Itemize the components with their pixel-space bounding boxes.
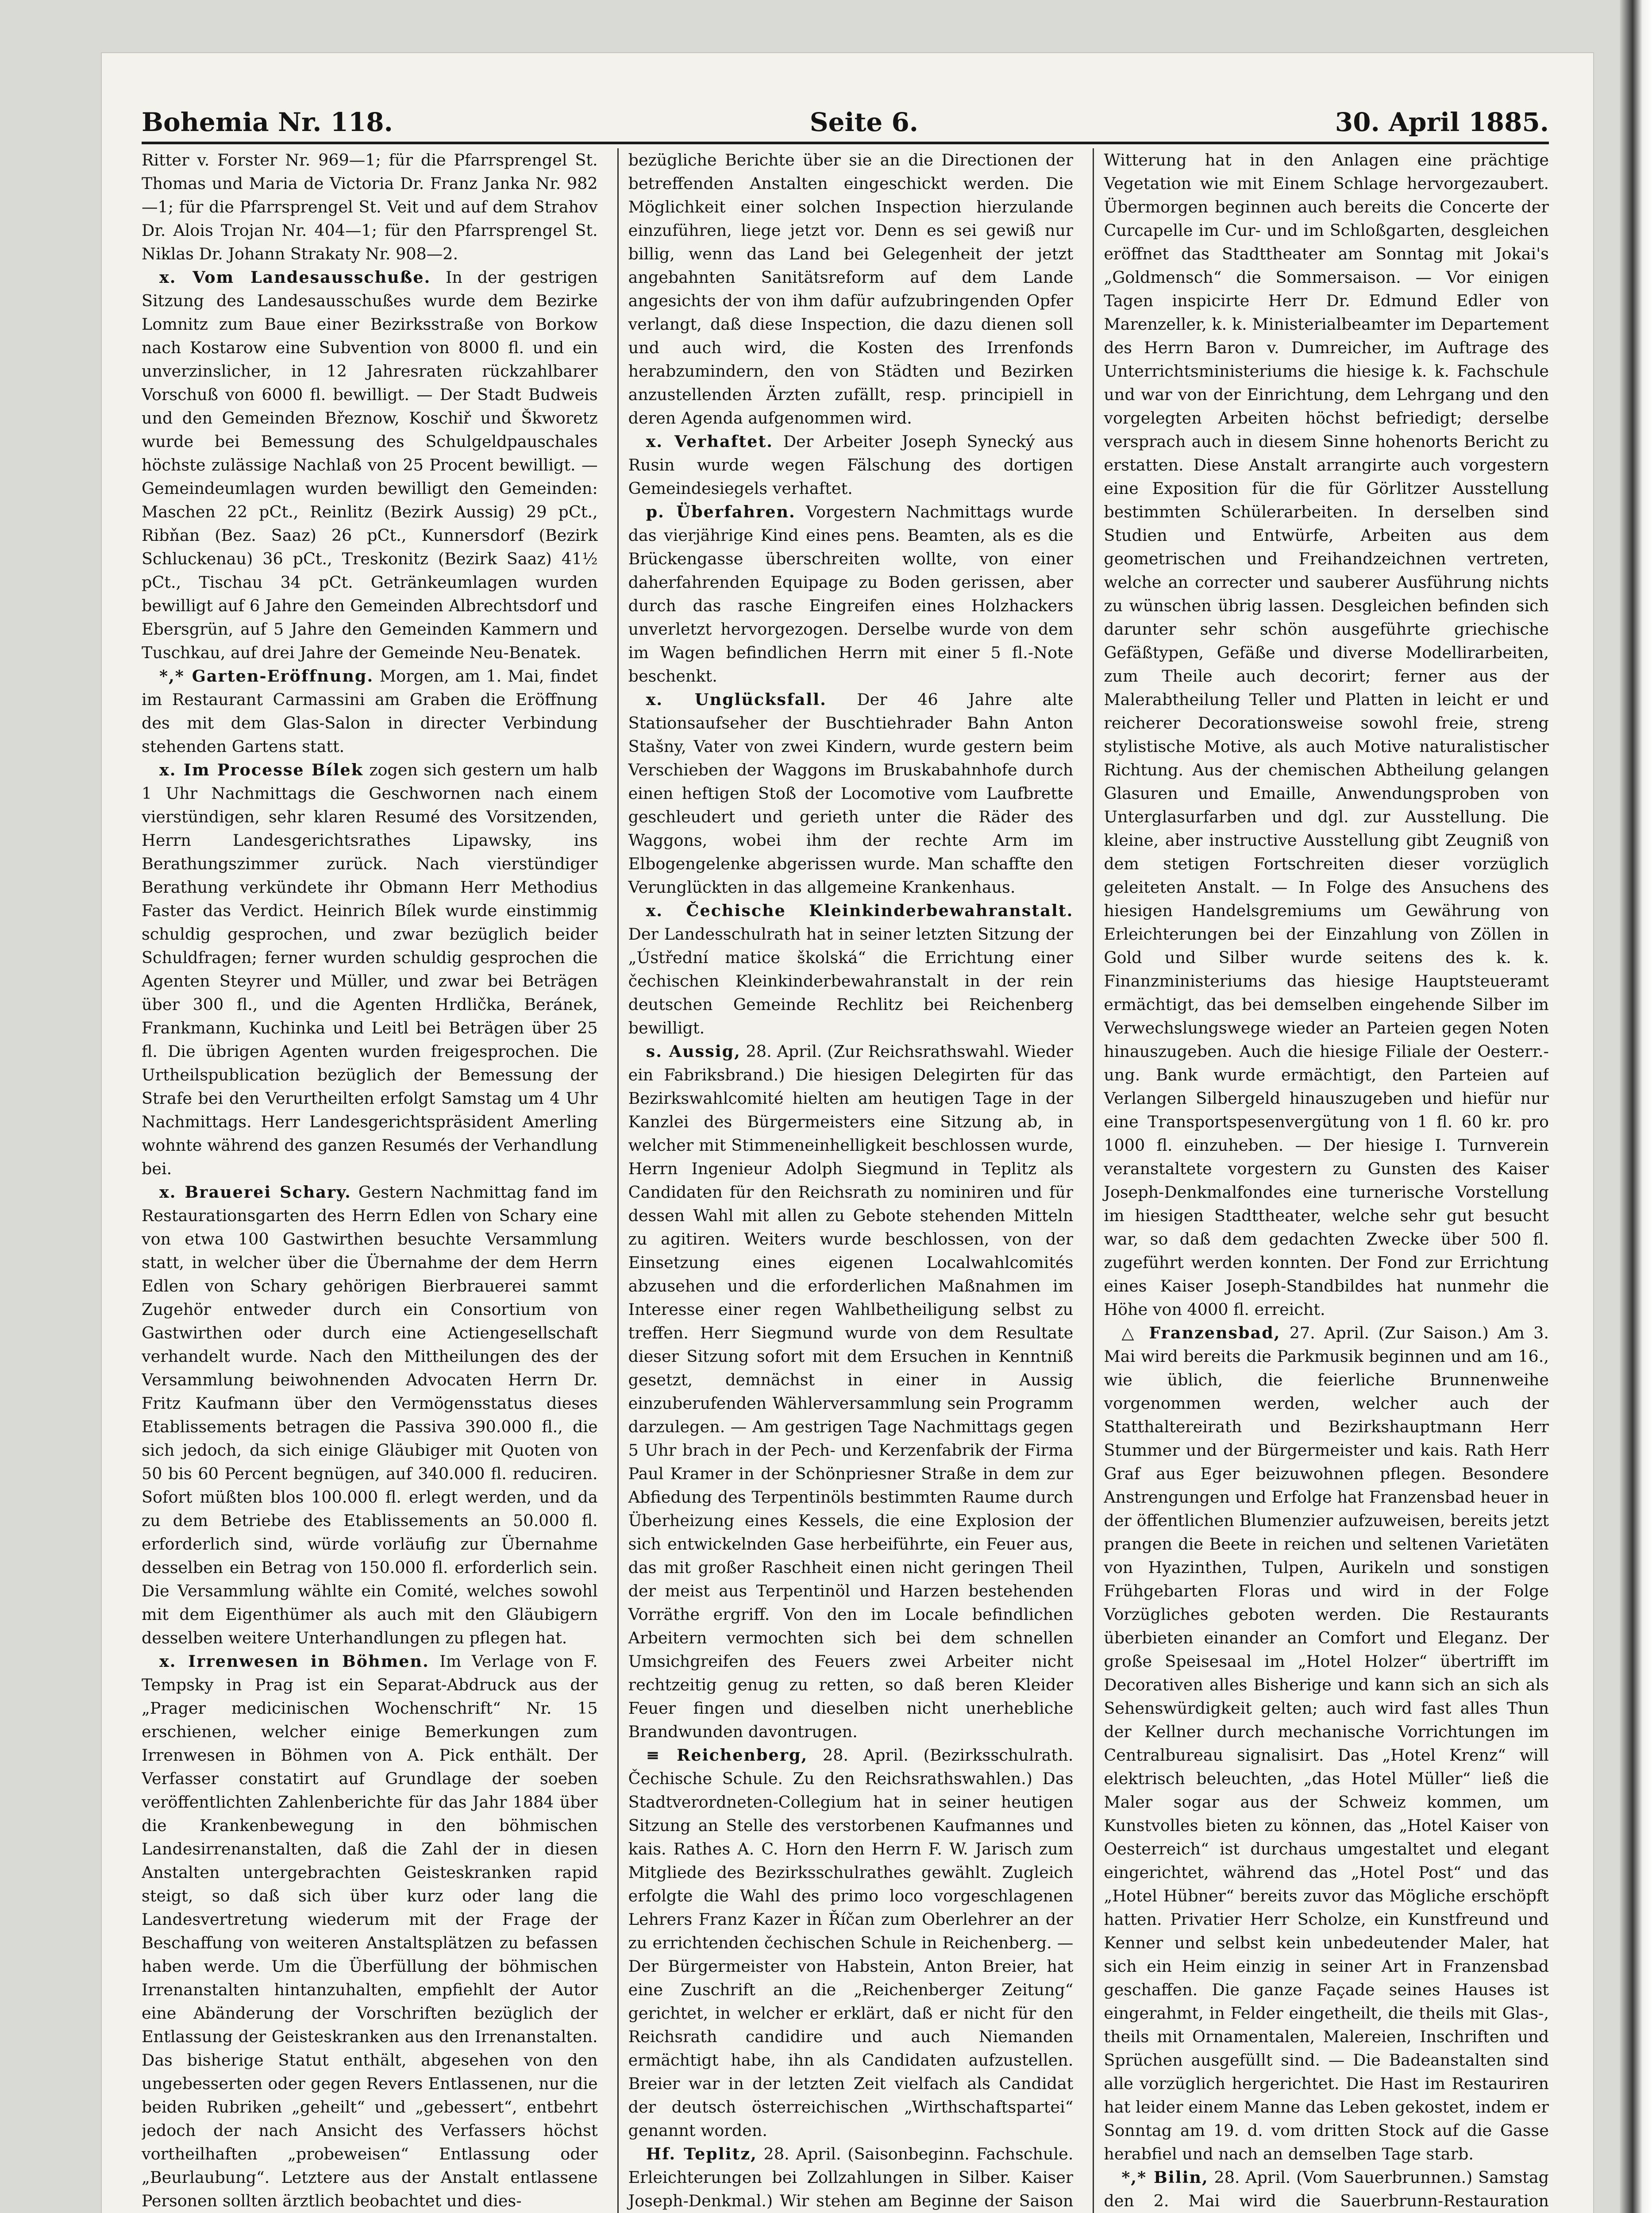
- column-3: [1093, 148, 1549, 2213]
- page-header: [142, 84, 1549, 144]
- article-paragraph: [628, 688, 1074, 899]
- column-1: [142, 148, 598, 2213]
- article-paragraph: [142, 758, 598, 1180]
- scan-edge: [1620, 0, 1652, 2213]
- article-text: 28. April. (Zur Reichsrathswahl. Wieder ein Fabriksbrand.) Die hiesigen Delegirten für das Bezirkswahlcomité hielten am heutigen Tage in der Kanzlei des Bürgermeisters eine Sitzung ab, in welcher mit Stimmeneinhelligkeit beschlossen wurde, Herrn Ingenieur Adolph Siegmund in Teplitz als Candidaten für den Reichsrath zu nominiren und für dessen Wahl mit allen zu Gebote stehenden Mitteln zu agitiren. Weiters wurde beschlossen, von der Einsetzung eines eigenen Localwahlcomités abzusehen und die erforderlichen Maßnahmen im Interesse einer regen Wahlbetheiligung selbst zu treffen. Herr Siegmund wurde von dem Resultate dieser Sitzung sofort mit dem Ersuchen in Kenntniß gesetzt, demnächst in einer in Aussig einzuberufenden Wählerversammlung sein Programm darzulegen. — Am gestrigen Tage Nachmittags gegen 5 Uhr brach in der Pech- und Kerzenfabrik der Firma Paul Kramer in der Schönpriesner Straße in dem zur Abfiedung des Terpentinöls bestimmten Raume durch Überheizung eines Kessels, die eine Explosion der sich entwickelnden Gase herbeiführte, ein Feuer aus, das mit großer Raschheit einen nicht geringen Theil der meist aus Terpentinöl und Harzen bestehenden Vorräthe ergriff. Von den im Locale befindlichen Arbeitern vermochten sich bei dem schnellen Umsichgreifen des Feuers zwei Arbeiter nicht rechtzeitig genug zu retten, so daß beren Kleider Feuer fingen und dieselben nicht unerhebliche Brandwunden davontrugen.: [628, 1042, 1074, 1741]
- page-number: Seite 6.: [809, 107, 919, 137]
- article-paragraph: [142, 148, 598, 266]
- article-paragraph: [628, 1040, 1074, 1743]
- article-text: zogen sich gestern um halb 1 Uhr Nachmittags die Geschwornen nach einem vierstündigen, sehr klaren Resumé des Vorsitzenden, Herrn Landesgerichtsrathes Lipawsky, ins Berathungszimmer zurück. Nach vierstündiger Berathung verkündete ihr Obmann Herr Methodius Faster das Verdict. Heinrich Bílek wurde einstimmig schuldig gesprochen, und zwar bezüglich beider Schuldfragen; ferner wurden schuldig gesprochen die Agenten Steyrer und Müller, und zwar bei Beträgen über 300 fl., und die Agenten Hrdlička, Beránek, Frankmann, Kuchinka und Leitl bei Beträgen über 25 fl. Die übrigen Agenten wurden freigesprochen. Die Urtheilspublication bezüglich der Bemessung der Strafe bei den Verurtheilten erfolgt Samstag um 4 Uhr Nachmittags. Herr Landesgerichtspräsident Amerling wohnte während des ganzen Resumés der Verhandlung bei.: [142, 760, 598, 1178]
- article-heading: x. Irrenwesen in Böhmen.: [159, 1652, 429, 1671]
- article-heading: x. Brauerei Schary.: [159, 1183, 351, 1202]
- article-heading: x. Unglücksfall.: [646, 690, 827, 709]
- article-heading: s. Aussig,: [646, 1042, 741, 1061]
- article-heading: x. Im Processe Bílek: [159, 760, 364, 779]
- article-heading: p. Überfahren.: [646, 502, 796, 521]
- article-text: Morgen, am 1. Mai, findet im Restaurant Carmassini am Graben die Eröffnung des mit dem Glas-Salon in directer Verbindung stehenden Gartens statt.: [142, 667, 598, 756]
- issue-label: Bohemia Nr. 118.: [142, 107, 393, 137]
- article-text: 28. April. (Vom Sauerbrunnen.) Samstag den 2. Mai wird die Sauerbrunn-Restauration: [1104, 2168, 1549, 2210]
- article-text: Witterung hat in den Anlagen eine prächtige Vegetation wie mit Einem Schlage hervorgezaubert. Übermorgen beginnen auch bereits die Concerte der Curcapelle im Cur- und im Schloßgarten, desgleichen eröffnet das Stadttheater am Sonntag mit Jokai's „Goldmensch“ die Sommersaison. — Vor einigen Tagen inspicirte Herr Dr. Edmund Edler von Marenzeller, k. k. Ministerialbeamter im Departement des Herrn Baron v. Dumreicher, im Auftrage des Unterrichtsministeriums die hiesige k. k. Fachschule und war von der Einrichtung, dem Lehrgang und den vorgelegten Arbeiten höchst befriedigt; derselbe versprach auch in diesem Sinne hohenorts Bericht zu erstatten. Diese Anstalt arrangirte auch vorgestern eine Exposition für die für Görlitzer Ausstellung bestimmten Schülerarbeiten. In derselben sind Studien und Entwürfe, Arbeiten aus dem geometrischen und Freihandzeichnen vertreten, welche an correcter und sauberer Ausführung nichts zu wünschen übrig lassen. Desgleichen befinden sich darunter sehr schön ausgeführte griechische Gefäßtypen, Gefäße und diverse Modellirarbeiten, zum Theile auch decorirt; ferner aus der Malerabtheilung Teller und Platten in leicht er und reicherer Decorationsweise sowohl freie, streng stylistische Motive, als auch Motive naturalistischer Richtung. Aus der chemischen Abtheilung gelangen Glasuren und Emaille, Anwendungsproben von Unterglasurfarben und dgl. zur Ausstellung. Die kleine, aber instructive Ausstellung gibt Zeugniß von dem stetigen Fortschreiten dieser vorzüglich geleiteten Anstalt. — In Folge des Ansuchens des hiesigen Handelsgremiums um Gewährung von Erleichterungen bei der Einzahlung von Zöllen in Gold und Silber wurde seitens des k. k. Finanzministeriums das hiesige Hauptsteueramt ermächtigt, das bei demselben eingehende Silber im Verwechslungswege wieder an Parteien gegen Noten hinauszugeben. Auch die hiesige Filiale der Oesterr.-ung. Bank wurde ermächtigt, den Parteien auf Verlangen Silbergeld hinauszugeben und hiefür nur eine Transportspesenvergütung von 1 fl. 60 kr. pro 1000 fl. einzuheben. — Der hiesige I. Turnverein veranstaltete vorgestern zu Gunsten des Kaiser Joseph-Denkmalfondes eine turnerische Vorstellung im hiesigen Stadttheater, welche sehr gut besucht war, so daß dem gedachten Zwecke über 500 fl. zugeführt werden konnten. Der Fond zur Errichtung eines Kaiser Joseph-Standbildes hat nunmehr die Höhe von 4000 fl. erreicht.: [1104, 150, 1549, 1319]
- article-heading: x. Vom Landesausschuße.: [159, 268, 431, 287]
- article-paragraph: [628, 1743, 1074, 2142]
- article-text: Vorgestern Nachmittags wurde das vierjährige Kind eines pens. Beamten, als es die Brückengasse überschreiten wollte, von einer daherfahrenden Equipage zu Boden gerissen, aber durch das rasche Eingreifen eines Holzhackers unverletzt hervorgezogen. Derselbe wurde von dem im Wagen befindlichen Herrn mit einer 5 fl.-Note beschenkt.: [628, 502, 1074, 686]
- article-text: Ritter v. Forster Nr. 969—1; für die Pfarrsprengel St. Thomas und Maria de Victoria Dr. Franz Janka Nr. 982—1; für die Pfarrsprengel St. Veit und auf dem Strahov Dr. Alois Trojan Nr. 404—1; für den Pfarrsprengel St. Niklas Dr. Johann Strakaty Nr. 908—2.: [142, 150, 598, 263]
- article-text: 28. April. (Bezirksschulrath. Čechische Schule. Zu den Reichsrathswahlen.) Das Stadtverordneten-Collegium hat in seiner heutigen Sitzung an Stelle des verstorbenen Kaufmannes und kais. Rathes A. C. Horn den Herrn F. W. Jarisch zum Mitgliede des Bezirksschulrathes gewählt. Zugleich erfolgte die Wahl des primo loco vorgeschlagenen Lehrers Franz Kazer in Říčan zum Oberlehrer an der zu errichtenden čechischen Schule in Reichenberg. — Der Bürgermeister von Habstein, Anton Breier, hat eine Zuschrift an die „Reichenberger Zeitung“ gerichtet, in welcher er erklärt, daß er nicht für den Reichsrath candidire und auch Niemanden ermächtigt habe, ihn als Candidaten aufzustellen. Breier war in der letzten Zeit vielfach als Candidat der deutsch österreichischen „Wirthschaftspartei“ genannt worden.: [628, 1746, 1074, 2140]
- newspaper-page: [102, 53, 1593, 2213]
- column-2: [617, 148, 1074, 2213]
- article-text: Der Arbeiter Joseph Synecký aus Rusin wurde wegen Fälschung des dortigen Gemeindesiegels verhaftet.: [628, 432, 1074, 498]
- article-paragraph: [142, 266, 598, 664]
- article-text: 28. April. (Saisonbeginn. Fachschule. Erleichterungen bei Zollzahlungen in Silber. Kaiser Joseph-Denkmal.) Wir stehen am Beginne der Saison: [628, 2144, 1074, 2210]
- article-heading: Hf. Teplitz,: [646, 2144, 757, 2163]
- article-heading: *,* Bilin,: [1121, 2168, 1209, 2187]
- issue-date: 30. April 1885.: [1335, 107, 1549, 137]
- article-paragraph: [142, 1650, 598, 2213]
- article-paragraph: [1104, 1321, 1549, 2166]
- article-text: Im Verlage von F. Tempsky in Prag ist ein Separat-Abdruck aus der „Prager medicinischen Wochenschrift“ Nr. 15 erschienen, welcher einige Bemerkungen zum Irrenwesen in Böhmen von A. Pick enthält. Der Verfasser constatirt auf Grundlage der soeben veröffentlichten Zahlenberichte für das Jahr 1884 über die Krankenbewegung in den böhmischen Landesirrenanstalten, daß die Zahl der in diesen Anstalten untergebrachten Geisteskranken rapid steigt, so daß sich über kurz oder lang die Landesvertretung wiederum mit der Frage der Beschaffung von weiteren Anstaltsplätzen zu befassen haben werde. Um die Überfüllung der böhmischen Irrenanstalten hintanzuhalten, empfiehlt der Autor eine Abänderung der Vorschriften bezüglich der Entlassung der Geisteskranken aus den Irrenanstalten. Das bisherige Statut enthält, abgesehen von den ungebesserten oder gegen Revers Entlassenen, nur die beiden Rubriken „geheilt“ und „gebessert“, entbehrt jedoch der nach Ansicht des Verfassers höchst vortheilhaften „probeweisen“ Entlassung oder „Beurlaubung“. Letztere aus der Anstalt entlassene Personen sollten ärztlich beobachtet und dies-: [142, 1652, 598, 2210]
- article-paragraph: [628, 2142, 1074, 2213]
- article-paragraph: [628, 148, 1074, 430]
- article-paragraph: [1104, 148, 1549, 1321]
- article-paragraph: [628, 430, 1074, 500]
- article-heading: *,* Garten-Eröffnung.: [159, 667, 374, 686]
- article-paragraph: [142, 1180, 598, 1650]
- article-heading: x. Verhaftet.: [646, 432, 774, 451]
- article-paragraph: [142, 664, 598, 758]
- article-paragraph: [628, 500, 1074, 688]
- article-text: Der 46 Jahre alte Stationsaufseher der Buschtiehrader Bahn Anton Stašny, Vater von zwei Kindern, wurde gestern beim Verschieben der Waggons im Bruskabahnhofe durch einen heftigen Stoß der Locomotive vom Laufbrette geschleudert und gerieth unter die Räder des Waggons, wobei ihm der rechte Arm im Elbogengelenke abgerissen wurde. Man schaffte den Verunglückten in das allgemeine Krankenhaus.: [628, 690, 1074, 897]
- article-paragraph: [1104, 2166, 1549, 2213]
- article-heading: ≡ Reichenberg,: [646, 1746, 808, 1765]
- article-text: Gestern Nachmittag fand im Restaurationsgarten des Herrn Edlen von Schary eine von etwa 100 Gastwirthen besuchte Versammlung statt, in welcher über die Übernahme der dem Herrn Edlen von Schary gehörigen Bierbrauerei sammt Zugehör entweder durch ein Consortium von Gastwirthen oder durch eine Actiengesellschaft verhandelt wurde. Nach den Mittheilungen des der Versammlung beiwohnenden Advocaten Herrn Dr. Fritz Kaufmann über den Vermögensstatus dieses Etablissements betragen die Passiva 390.000 fl., die sich jedoch, da sich einige Gläubiger mit Quoten von 50 bis 60 Percent begnügen, auf 340.000 fl. reduciren. Sofort müßten blos 100.000 fl. erlegt werden, und da zu dem Betriebe des Etablissements an 50.000 fl. erforderlich sind, würde vorläufig zur Übernahme desselben ein Betrag von 150.000 fl. erforderlich sein. Die Versammlung wählte ein Comité, welches sowohl mit dem Eigenthümer als auch mit den Gläubigern desselben weitere Unterhandlungen zu pflegen hat.: [142, 1183, 598, 1647]
- article-text: 27. April. (Zur Saison.) Am 3. Mai wird bereits die Parkmusik beginnen und am 16., wie üblich, die feierliche Brunnenweihe vorgenommen werden, welcher auch der Statthaltereirath und Bezirkshauptmann Herr Stummer und der Bürgermeister und kais. Rath Herr Graf aus Eger beizuwohnen pflegen. Besondere Anstrengungen und Erfolge hat Franzensbad heuer in der öffentlichen Blumenzier aufzuweisen, bereits jetzt prangen die Beete in reichen und seltenen Varietäten von Hyazinthen, Tulpen, Aurikeln und sonstigen Frühgebarten Floras und wird in der Folge Vorzügliches geboten werden. Die Restaurants überbieten einander an Comfort und Eleganz. Der große Speisesaal im „Hotel Holzer“ übertrifft im Decorativen alles Bisherige und kann sich an sich als Sehenswürdigkeit gelten; auch wird fast alles Thun der Kellner durch mechanische Vorrichtungen im Centralbureau signalisirt. Das „Hotel Krenz“ will elektrisch beleuchten, „das Hotel Müller“ ließ die Maler sogar aus der Schweiz kommen, um Kunstvolles bieten zu können, das „Hotel Kaiser von Oesterreich“ ist durchaus umgestaltet und elegant eingerichtet, während das „Hotel Post“ und das „Hotel Hübner“ bereits zuvor das Mögliche erschöpft hatten. Privatier Herr Scholze, ein Kunstfreund und Kenner und selbst kein unbedeutender Maler, hat sich ein Heim einzig in seiner Art in Franzensbad geschaffen. Die ganze Façade seines Hauses ist eingerahmt, in Felder eingetheilt, die theils mit Glas-, theils mit Ornamentalen, Malereien, Inschriften und Sprüchen ausgefüllt sind. — Die Badeanstalten sind alle vorzüglich hergerichtet. Die Hast im Restauriren hat leider einem Manne das Leben gekostet, indem er Sonntag am 19. d. vom dritten Stock auf die Gasse herabfiel und nach an demselben Tage starb.: [1104, 1323, 1549, 2163]
- article-heading: △ Franzensbad,: [1121, 1323, 1281, 1342]
- article-paragraph: [628, 899, 1074, 1040]
- article-text: In der gestrigen Sitzung des Landesausschußes wurde dem Bezirke Lomnitz zum Baue einer Bezirksstraße von Borkow nach Kostarow eine Subvention von 8000 fl. und ein unverzinslicher, in 12 Jahresraten rückzahlbarer Vorschuß von 6000 fl. bewilligt. — Der Stadt Budweis und den Gemeinden Březnow, Koschiř und Škworetz wurde bei Bemessung des Schulgeldpauschales höchste zulässige Nachlaß von 25 Procent bewilligt. — Gemeindeumlagen wurden bewilligt den Gemeinden: Maschen 22 pCt., Reinlitz (Bezirk Aussig) 29 pCt., Ribňan (Bez. Saaz) 26 pCt., Kunnersdorf (Bezirk Schluckenau) 36 pCt., Treskonitz (Bezirk Saaz) 41½ pCt., Tischau 34 pCt. Getränkeumlagen wurden bewilligt auf 6 Jahre den Gemeinden Albrechtsdorf und Ebersgrün, auf 5 Jahre den Gemeinden Kammern und Tuschkau, auf drei Jahre der Gemeinde Neu-Benatek.: [142, 268, 598, 662]
- article-text: bezügliche Berichte über sie an die Directionen der betreffenden Anstalten eingeschickt werden. Die Möglichkeit einer solchen Inspection hierzulande einzuführen, liege jetzt vor. Denn es sei gewiß nur billig, wenn das Land bei Gelegenheit der jetzt angebahnten Sanitätsreform auf dem Lande angesichts der von ihm dafür aufzubringenden Opfer verlangt, daß diese Inspection, die dazu dienen soll und auch wird, die Kosten des Irrenfonds herabzumindern, den von Städten und Bezirken anzustellenden Ärzten zufällt, resp. principiell in deren Agenda aufgenommen wird.: [628, 150, 1074, 428]
- article-text: Der Landesschulrath hat in seiner letzten Sitzung der „Ústřední matice školská“ die Errichtung einer čechischen Kleinkinderbewahranstalt in der rein deutschen Gemeinde Rechlitz bei Reichenberg bewilligt.: [628, 925, 1074, 1037]
- article-heading: x. Čechische Kleinkinderbewahranstalt.: [646, 901, 1074, 920]
- article-columns: [142, 148, 1549, 2213]
